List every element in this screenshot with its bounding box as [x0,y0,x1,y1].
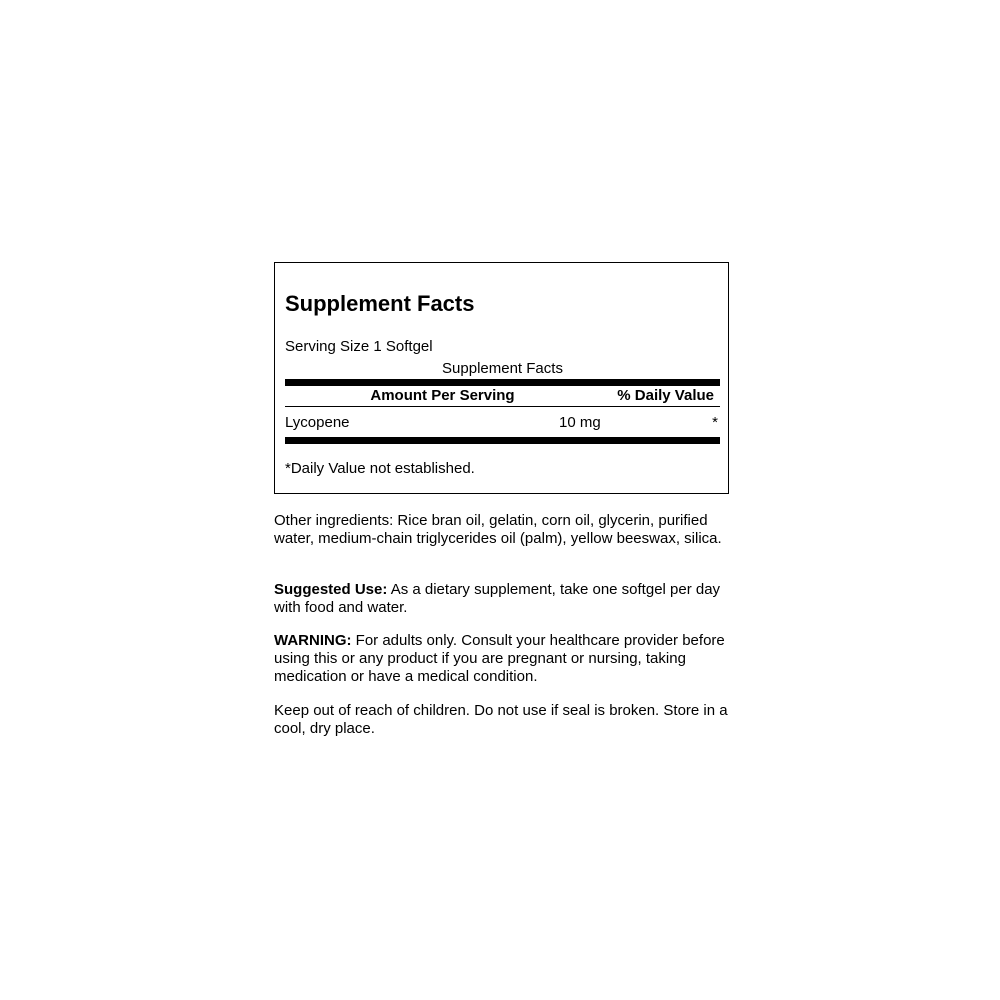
suggested-use-text [274,581,734,617]
nutrient-daily-value: * [712,414,718,431]
warning-label: WARNING: [274,632,352,649]
suggested-use-body: As a dietary supplement, take one softgel per day with food and water. [274,581,721,616]
panel-title: Supplement Facts [285,291,475,316]
header-amount-per-serving: Amount Per Serving [370,387,515,404]
storage-text: Keep out of reach of children. Do not use if seal is broken. Store in a cool, dry place. [274,702,728,737]
thick-rule-top [285,379,720,386]
suggested-use-label: Suggested Use: [274,581,388,598]
nutrient-name: Lycopene [285,414,350,431]
thin-rule [285,406,720,407]
daily-value-footnote: *Daily Value not established. [285,460,475,477]
nutrient-amount: 10 mg [559,414,601,431]
warning-body: For adults only. Consult your healthcare provider before using this or any product if you are pregnant or nursing, taking medication or have a medical condition. [274,632,725,685]
other-ingredients-text: Other ingredients: Rice bran oil, gelatin, corn oil, glycerin, purified water, medium-chain triglycerides oil (palm), yellow beeswax, silica. [274,512,722,547]
thick-rule-bottom [285,437,720,444]
header-daily-value: % Daily Value [617,387,714,404]
serving-size: Serving Size 1 Softgel [285,338,433,355]
warning-text [274,632,734,686]
table-caption: Supplement Facts [442,360,563,377]
supplement-facts-panel [274,262,729,494]
